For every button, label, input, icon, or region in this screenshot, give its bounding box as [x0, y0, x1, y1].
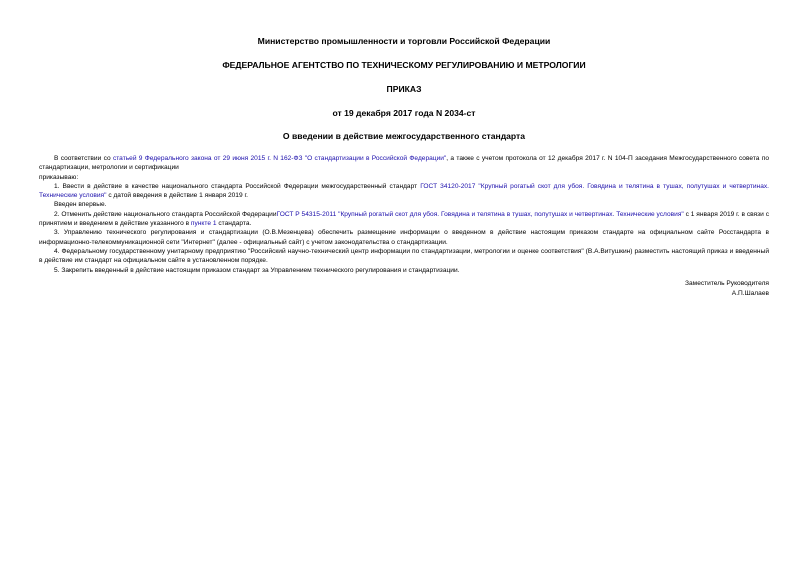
p1-note: Введен впервые.	[54, 201, 107, 209]
document-title: О введении в действие межгосударственного стандарта	[282, 131, 526, 141]
date-number: от 19 декабря 2017 года N 2034-ст	[332, 108, 476, 118]
document-body	[39, 154, 769, 275]
paragraph-3: 3. Управлению технического регулирования и стандартизации (О.В.Мезенцева) обеспечить размещение информации о введенном в действие настоящим приказом стандарте на официальном сайте Росстандарта в информационно-телекоммуникационной сети "Интернет" (далее - официальный сайт) с учетом законодательства о стандартизации.	[39, 229, 769, 246]
signature-block	[39, 279, 769, 299]
intro-paragraph	[39, 154, 769, 173]
gost-34120-link[interactable]: ГОСТ 34120-2017 "Крупный рогатый скот для убоя. Говядина и телятина в тушах, полутушах и четвертинах. Технические условия"	[39, 182, 769, 200]
ministry-heading: Министерство промышленности и торговли Российской Федерации	[257, 36, 551, 46]
agency-heading: ФЕДЕРАЛЬНОЕ АГЕНТСТВО ПО ТЕХНИЧЕСКОМУ РЕГУЛИРОВАНИЮ И МЕТРОЛОГИИ	[222, 60, 586, 70]
p2-prefix: 2. Отменить действие национального стандарта Российской Федерации	[54, 210, 277, 218]
doc-type-heading: ПРИКАЗ	[386, 84, 422, 94]
signature-position: Заместитель Руководителя	[685, 279, 769, 287]
paragraph-1	[39, 182, 769, 201]
paragraph-5: 5. Закрепить введенный в действие настоящим приказом стандарт за Управлением технического регулирования и стандартизации.	[54, 266, 460, 274]
point-1-link[interactable]: пункте 1	[190, 220, 217, 228]
p2-suffix: стандарта.	[216, 220, 252, 228]
paragraph-2	[39, 210, 769, 229]
signature-name: А.П.Шалаев	[731, 289, 769, 297]
document-page	[39, 30, 769, 299]
p1-prefix: 1. Ввести в действие в качестве национального стандарта Российской Федерации межгосударственный стандарт	[54, 182, 421, 190]
paragraph-4: 4. Федеральному государственному унитарному предприятию "Российский научно-технический центр информации по стандартизации, метрологии и оценке соответствия" (В.А.Витушкин) разместить настоящий приказ и введенный в действие им стандарт на официальном сайте в установленном порядке.	[39, 247, 769, 265]
law-link[interactable]: статьей 9 Федерального закона от 29 июня 2015 г. N 162-ФЗ "О стандартизации в Российской Федерации"	[112, 155, 447, 162]
order-word: приказываю:	[39, 173, 79, 181]
intro-suffix: , а также с учетом протокола от 12 декабря 2017 г. N 104-П заседания Межгосударственного совета по стандартизации, метрологии и сертификации	[39, 155, 769, 172]
p2-mid: с 1 января 2019 г. в связи с принятием и введением в действие указанного в	[39, 210, 769, 228]
intro-prefix: В соответствии со	[54, 155, 113, 162]
gost-54315-link[interactable]: ГОСТ Р 54315-2011 "Крупный рогатый скот для убоя. Говядина и телятина в тушах, полутушах и четвертинах. Технические условия"	[276, 210, 684, 218]
p1-suffix: с датой введения в действие 1 января 2019 г.	[106, 192, 248, 200]
